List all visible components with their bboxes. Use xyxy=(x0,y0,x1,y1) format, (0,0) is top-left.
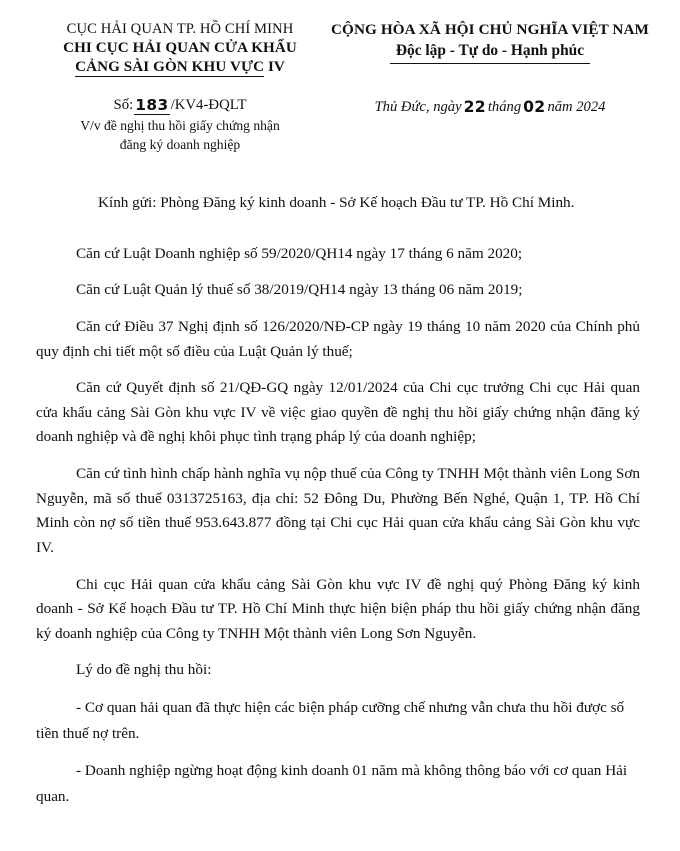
dateline-month-label: tháng xyxy=(487,98,522,115)
paragraph-legal-basis-2: Căn cứ Luật Quản lý thuế số 38/2019/QH14 ngày 13 tháng 06 năm 2019; xyxy=(76,281,523,299)
dateline-year: 2024 xyxy=(576,98,606,115)
national-motto: Độc lập - Tự do - Hạnh phúc xyxy=(390,41,590,64)
dateline-block xyxy=(326,94,654,116)
document-number-suffix: /KV4-ĐQLT xyxy=(170,96,247,113)
document-header xyxy=(0,0,680,78)
paragraph-company-tax-debt: Căn cứ tình hình chấp hành nghĩa vụ nộp thuế của Công ty TNHH Một thành viên Long Sơn Nguyễn, mã số thuế 0313725163, địa chỉ: 52 Đông Du, Phường Bến Nghé, Quận 1, TP. Hồ Chí Minh còn nợ số tiền thuế 953.643.877 đồng tại Chi cục Hải quan cửa khẩu cảng Sài Gòn khu vực IV. xyxy=(36,465,640,556)
document-number-block xyxy=(26,94,326,154)
organization-name-tail: IV xyxy=(264,59,285,76)
paragraph-legal-basis-3: Căn cứ Điều 37 Nghị định số 126/2020/NĐ-CP ngày 19 tháng 10 năm 2020 của Chính phủ quy định chi tiết một số điều của Luật Quản lý thuế; xyxy=(36,317,640,360)
paragraph-reason-2: - Doanh nghiệp ngừng hoạt động kinh doanh 01 năm mà không thông báo với cơ quan Hải quan. xyxy=(36,762,628,805)
issuing-organization-block xyxy=(26,20,326,78)
paragraph-reason-1: - Cơ quan hải quan đã thực hiện các biện pháp cưỡng chế nhưng vẫn chưa thu hồi được số tiền thuế nợ trên. xyxy=(36,699,625,742)
document-subject xyxy=(34,117,326,155)
paragraph-reasons-heading: Lý do đề nghị thu hồi: xyxy=(76,661,212,679)
national-title: CỘNG HÒA XÃ HỘI CHỦ NGHĨA VIỆT NAM xyxy=(330,21,649,38)
document-meta-row xyxy=(0,78,680,154)
organization-name-line2 xyxy=(34,58,326,78)
paragraph-legal-basis-4: Căn cứ Quyết định số 21/QĐ-GQ ngày 12/01/2024 của Chi cục trưởng Chi cục Hải quan cửa khẩu cảng Sài Gòn khu vực IV về việc giao quyền đề nghị thu hồi giấy chứng nhận đăng ký doanh nghiệp và đề nghị khôi phục tình trạng pháp lý của doanh nghiệp; xyxy=(36,379,640,446)
dateline-place: Thủ Đức, ngày xyxy=(374,98,462,115)
document-number-prefix: Số: xyxy=(113,96,134,113)
document-body xyxy=(0,192,680,809)
dateline xyxy=(326,97,654,116)
document-subject-line1: V/v đề nghị thu hồi giấy chứng nhận xyxy=(80,117,280,133)
document-number-handwritten: 183 xyxy=(135,95,169,114)
document-number xyxy=(34,94,326,116)
dateline-day-handwritten: 22 xyxy=(463,97,486,116)
organization-name-underlined: CẢNG SÀI GÒN KHU VỰC xyxy=(75,59,265,76)
national-heading-block xyxy=(326,20,654,64)
document-subject-line2: đăng ký doanh nghiệp xyxy=(119,136,241,152)
recipient-line: Kính gửi: Phòng Đăng ký kinh doanh - Sở Kế hoạch Đầu tư TP. Hồ Chí Minh. xyxy=(98,194,575,212)
organization-parent-name: CỤC HẢI QUAN TP. HỒ CHÍ MINH xyxy=(66,21,294,37)
organization-name-line1: CHI CỤC HẢI QUAN CỬA KHẨU xyxy=(63,39,297,56)
dateline-year-label: năm xyxy=(547,98,573,115)
dateline-month-handwritten: 02 xyxy=(523,97,546,116)
paragraph-legal-basis-1: Căn cứ Luật Doanh nghiệp số 59/2020/QH14 ngày 17 tháng 6 năm 2020; xyxy=(76,244,523,262)
paragraph-request: Chi cục Hải quan cửa khẩu cảng Sài Gòn khu vực IV đề nghị quý Phòng Đăng ký kinh doanh - Sở Kế hoạch Đầu tư TP. Hồ Chí Minh thực hiện biện pháp thu hồi giấy chứng nhận đăng ký doanh nghiệp của Công ty TNHH Một thành viên Long Sơn Nguyễn. xyxy=(36,575,640,642)
